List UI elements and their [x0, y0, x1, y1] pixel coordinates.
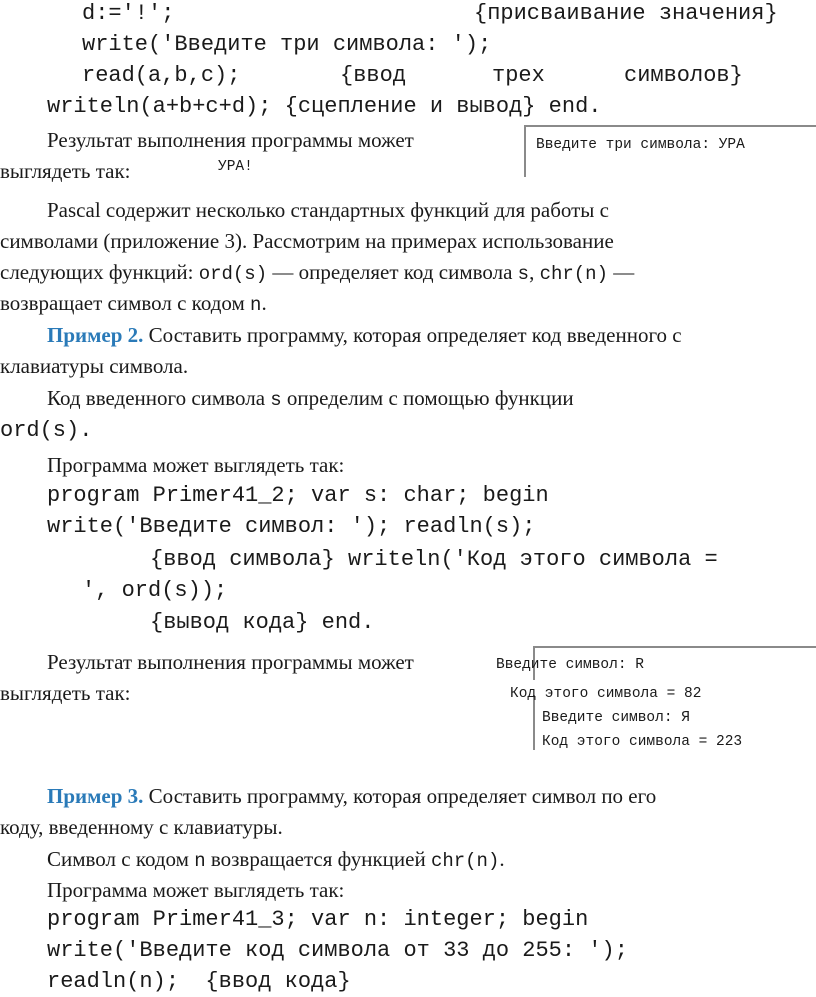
- example-heading: Пример 2. Составить программу, которая определяет код введенного с: [47, 323, 682, 347]
- code-line: readln(n); {ввод кода}: [47, 969, 351, 994]
- paragraph-line: Символ с кодом n возвращается функцией chr(n).: [47, 847, 505, 872]
- paragraph-line: Программа может выглядеть так:: [47, 878, 345, 902]
- code-comment: {присваивание значения}: [474, 1, 778, 26]
- result-text: выглядеть так:: [0, 159, 131, 183]
- paragraph-line: коду, введенному с клавиатуры.: [0, 815, 283, 839]
- program-output: Введите символ: Я: [542, 710, 690, 726]
- code-line: program Primer41_3; var n: integer; begin: [47, 907, 589, 932]
- paragraph-line: Программа может выглядеть так:: [47, 453, 345, 477]
- program-output: Введите символ: R: [496, 657, 644, 673]
- program-output: Введите три символа: УРА: [536, 137, 745, 153]
- program-output: УРА!: [218, 159, 253, 175]
- program-output: Код этого символа = 82: [510, 686, 702, 702]
- code-line: write('Введите символ: '); readln(s);: [47, 514, 536, 539]
- paragraph-line: клавиатуры символа.: [0, 354, 189, 378]
- code-line: ', ord(s));: [82, 578, 228, 603]
- example-label: Пример 3.: [47, 784, 144, 808]
- code-line: write('Введите три символа: ');: [82, 32, 492, 57]
- code-comment: трех: [492, 63, 545, 88]
- result-text: Результат выполнения программы может: [47, 650, 414, 674]
- code-line: program Primer41_2; var s: char; begin: [47, 483, 549, 508]
- code-line: ord(s).: [0, 418, 93, 443]
- code-line: writeln(a+b+c+d); {сцепление и вывод} end.: [47, 94, 602, 119]
- code-line: {вывод кода} end.: [150, 610, 375, 635]
- paragraph-line: возвращает символ с кодом n.: [0, 291, 267, 316]
- code-comment: символов}: [624, 63, 743, 88]
- result-text: выглядеть так:: [0, 681, 131, 705]
- example-heading: Пример 3. Составить программу, которая определяет символ по его: [47, 784, 657, 808]
- example-label: Пример 2.: [47, 323, 144, 347]
- paragraph-line: Код введенного символа s определим с помощью функции: [47, 386, 574, 411]
- paragraph-line: Pascal содержит несколько стандартных функций для работы с: [47, 198, 609, 222]
- result-text: Результат выполнения программы может: [47, 128, 414, 152]
- code-comment: {ввод: [340, 63, 407, 88]
- program-output: Код этого символа = 223: [542, 734, 743, 750]
- output-box-border: [524, 125, 526, 177]
- paragraph-line: символами (приложение 3). Рассмотрим на примерах использование: [0, 229, 614, 253]
- output-box-border: [533, 646, 816, 648]
- code-line: {ввод символа} writeln('Код этого символа =: [150, 547, 718, 572]
- code-line: read(a,b,c);: [82, 63, 241, 88]
- output-box-border: [524, 125, 816, 127]
- code-line: d:='!';: [82, 1, 175, 26]
- paragraph-line: следующих функций: ord(s) — определяет код символа s, chr(n) —: [0, 260, 635, 285]
- code-line: write('Введите код символа от 33 до 255: ');: [47, 938, 628, 963]
